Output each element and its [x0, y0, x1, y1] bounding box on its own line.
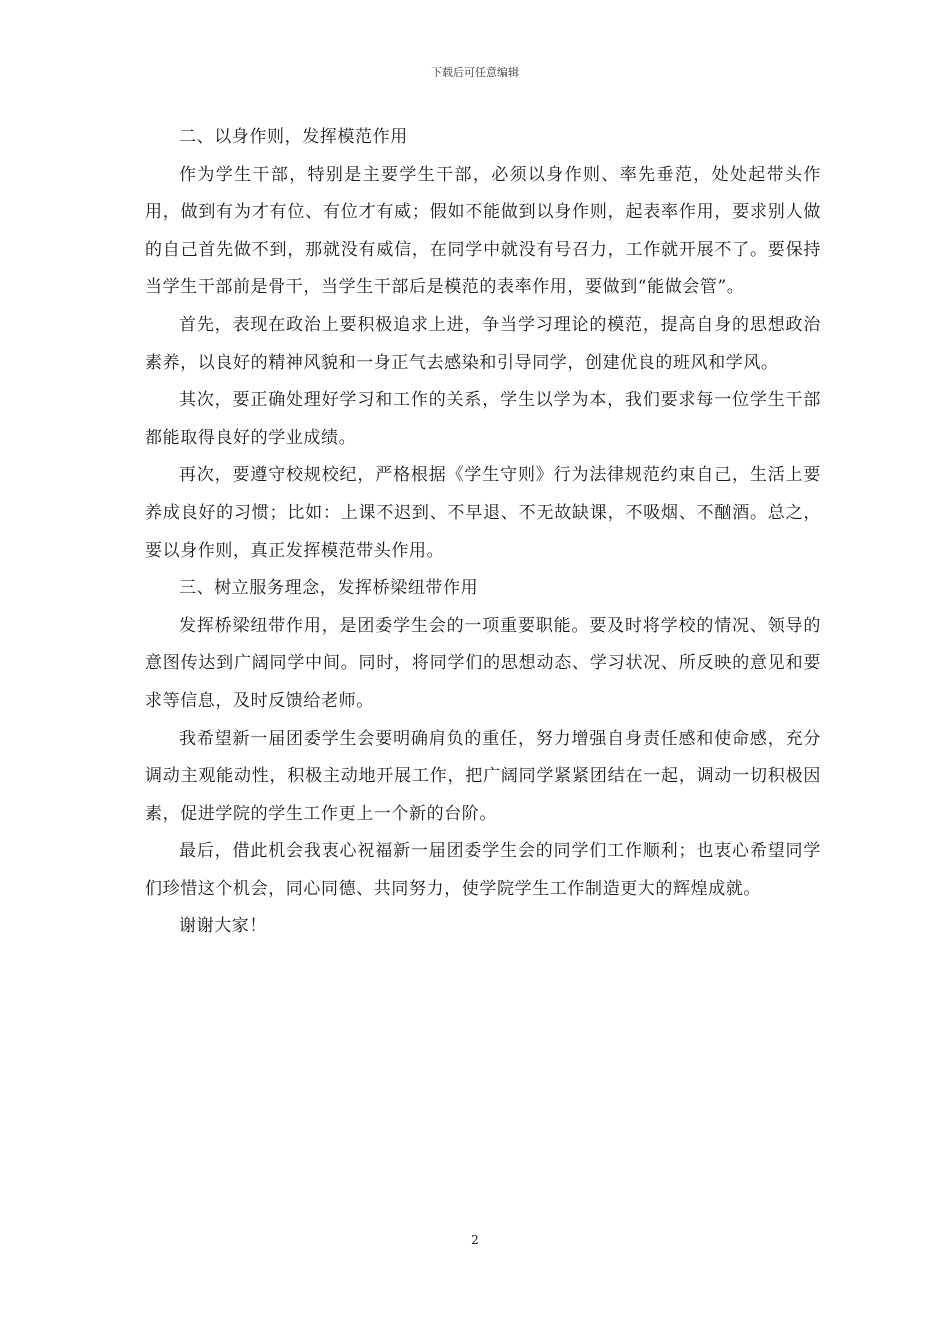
paragraph: 最后，借此机会我衷心祝福新一届团委学生会的同学们工作顺利；也衷心希望同学们珍惜这个机会，同心同德、共同努力，使学院学生工作制造更大的辉煌成就。 [145, 841, 821, 899]
closing-line: 谢谢大家！ [179, 916, 267, 937]
paragraph: 发挥桥梁纽带作用，是团委学生会的一项重要职能。要及时将学校的情况、领导的意图传达到广阔同学中间。同时，将同学们的思想动态、学习状况、所反映的意见和要求等信息，及时反馈给老师。 [145, 615, 821, 711]
section-heading-3: 三、树立服务理念，发挥桥梁纽带作用 [179, 578, 479, 599]
paragraph: 我希望新一届团委学生会要明确肩负的重任，努力增强自身责任感和使命感，充分调动主观能动性，积极主动地开展工作，把广阔同学紧紧团结在一起，调动一切积极因素，促进学院的学生工作更上一个新的台阶。 [145, 728, 821, 824]
paragraph: 再次，要遵守校规校纪，严格根据《学生守则》行为法律规范约束自己，生活上要养成良好的习惯；比如：上课不迟到、不早退、不无故缺课，不吸烟、不酗酒。总之，要以身作则，真正发挥模范带头作用。 [145, 465, 821, 561]
section-heading-2: 二、以身作则，发挥模范作用 [179, 127, 408, 147]
page-header: 下载后可任意编辑 [431, 66, 519, 79]
page-number: 2 [471, 1233, 479, 1247]
document-body [145, 119, 821, 946]
paragraph: 其次，要正确处理好学习和工作的关系，学生以学为本，我们要求每一位学生干部都能取得良好的学业成绩。 [145, 390, 821, 448]
paragraph: 首先，表现在政治上要积极追求上进，争当学习理论的模范，提高自身的思想政治素养，以良好的精神风貌和一身正气去感染和引导同学，创建优良的班风和学风。 [145, 314, 821, 373]
paragraph: 作为学生干部，特别是主要学生干部，必须以身作则、率先垂范，处处起带头作用，做到有为才有位、有位才有威；假如不能做到以身作则，起表率作用，要求别人做的自己首先做不到，那就没有威信，在同学中就没有号召力，工作就开展不了。要保持当学生干部前是骨干，当学生干部后是模范的表率作用，要做到“能做会管”。 [145, 164, 821, 298]
